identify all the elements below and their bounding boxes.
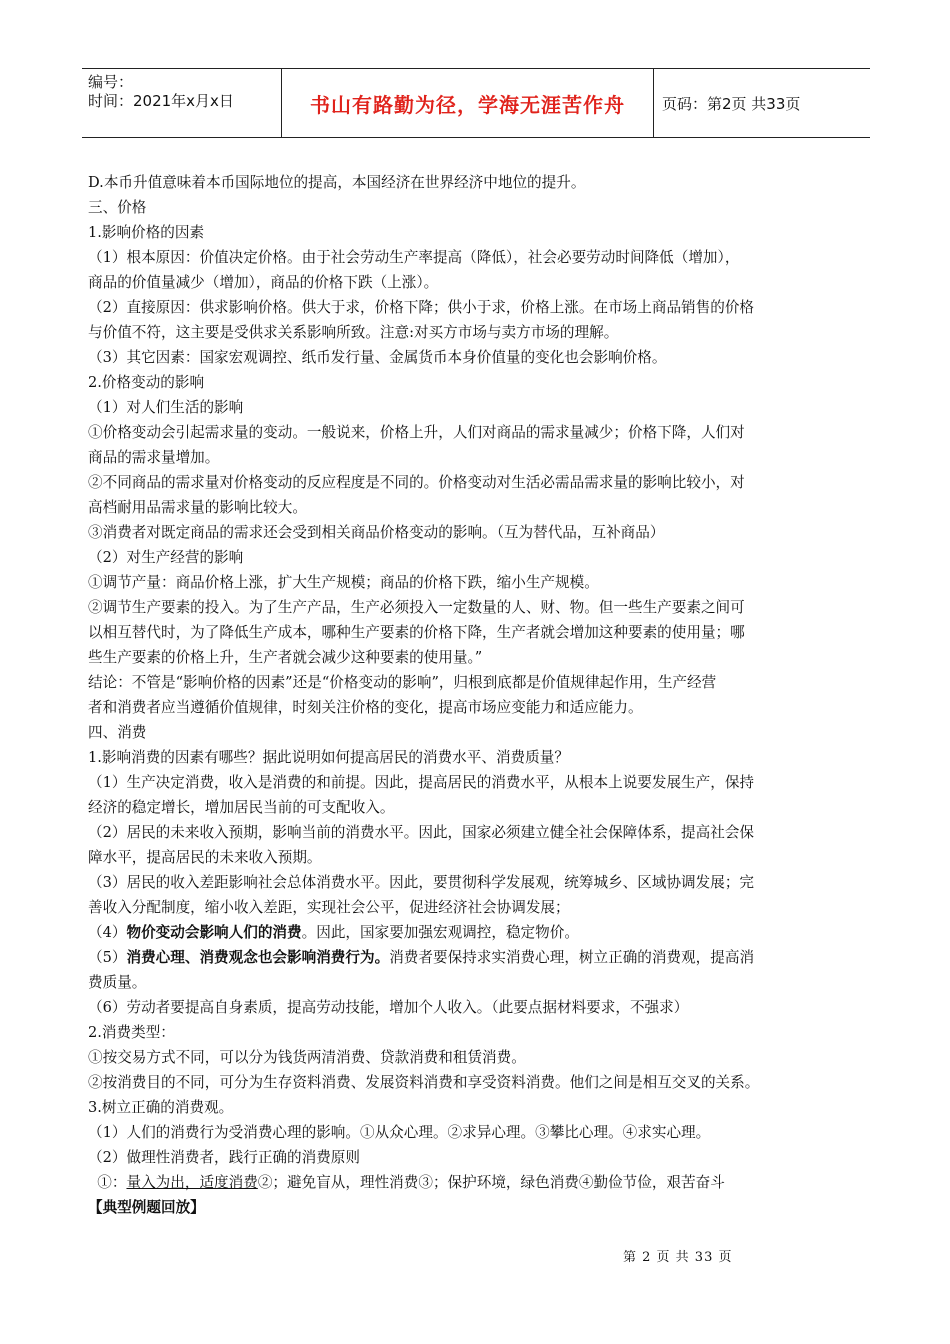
item-text: ②；避免盲从，理性消费③；保护环境，绿色消费④勤俭节俭，艰苦奋斗 xyxy=(257,1174,725,1191)
item-prefix: （4） xyxy=(88,924,127,941)
header-meta xyxy=(82,69,282,137)
item-prefix: （5） xyxy=(88,949,127,966)
page-header xyxy=(82,68,870,138)
item-text: 消费者要保持求实消费心理，树立正确的消费观，提高消 xyxy=(389,949,755,966)
text-line: ②不同商品的需求量对价格变动的反应程度是不同的。价格变动对生活必需品需求量的影响比较小，对 xyxy=(88,474,745,491)
text-line: 经济的稳定增长，增加居民当前的可支配收入。 xyxy=(88,799,395,816)
text-line: （3）其它因素：国家宏观调控、纸币发行量、金属货币本身价值量的变化也会影响价格。 xyxy=(88,349,667,366)
text-line xyxy=(88,1170,868,1195)
underlined-text: 量入为出，适度消费 xyxy=(126,1174,258,1191)
doc-date: 时间：2021年x月x日 xyxy=(88,92,234,110)
text-line: 商品的需求量增加。 xyxy=(88,449,220,466)
text-line: D.本币升值意味着本币国际地位的提高，本国经济在世界经济中地位的提升。 xyxy=(88,174,586,191)
item-text: 。因此，国家要加强宏观调控，稳定物价。 xyxy=(301,924,579,941)
bold-emphasis: 消费心理、消费观念也会影响消费行为。 xyxy=(126,949,390,966)
subheading: 1.影响价格的因素 xyxy=(88,224,205,241)
page-footer: 第 2 页 共 33 页 xyxy=(623,1250,733,1265)
text-line: ①价格变动会引起需求量的变动。一般说来，价格上升，人们对商品的需求量减少；价格下降，人们对 xyxy=(88,424,745,441)
subheading: 3.树立正确的消费观。 xyxy=(88,1099,234,1116)
doc-number-label: 编号： xyxy=(88,73,134,91)
text-line: （1）对人们生活的影响 xyxy=(88,399,244,416)
text-line: （2）对生产经营的影响 xyxy=(88,549,244,566)
subheading: 2.消费类型： xyxy=(88,1024,175,1041)
text-line: ②按消费目的不同，可分为生存资料消费、发展资料消费和享受资料消费。他们之间是相互交叉的关系。 xyxy=(88,1074,760,1091)
text-line: 与价值不符，这主要是受供求关系影响所致。注意:对买方市场与卖方市场的理解。 xyxy=(88,324,619,341)
text-line: 结论：不管是“影响价格的因素”还是“价格变动的影响”，归根到底都是价值规律起作用，生产经营 xyxy=(88,674,717,691)
text-line: 费质量。 xyxy=(88,974,147,991)
text-line xyxy=(88,945,868,970)
section-label: 【典型例题回放】 xyxy=(88,1199,205,1216)
subheading: 1.影响消费的因素有哪些？据此说明如何提高居民的消费水平、消费质量？ xyxy=(88,749,569,766)
text-line: （3）居民的收入差距影响社会总体消费水平。因此，要贯彻科学发展观，统筹城乡、区域协调发展；完 xyxy=(88,874,755,891)
text-line: ①调节产量：商品价格上涨，扩大生产规模；商品的价格下跌，缩小生产规模。 xyxy=(88,574,599,591)
header-motto: 书山有路勤为径，学海无涯苦作舟 xyxy=(282,69,654,137)
text-line: 些生产要素的价格上升，生产者就会减少这种要素的使用量。” xyxy=(88,649,483,666)
item-prefix: ①： xyxy=(88,1174,127,1191)
text-line: 善收入分配制度，缩小收入差距，实现社会公平，促进经济社会协调发展； xyxy=(88,899,570,916)
text-line: （1）生产决定消费，收入是消费的和前提。因此，提高居民的消费水平，从根本上说要发展生产，保持 xyxy=(88,774,755,791)
text-line: （2）居民的未来收入预期，影响当前的消费水平。因此，国家必须建立健全社会保障体系，提高社会保 xyxy=(88,824,755,841)
text-line: （2）做理性消费者，践行正确的消费原则 xyxy=(88,1149,360,1166)
document-body xyxy=(88,170,868,1220)
text-line: （1）根本原因：价值决定价格。由于社会劳动生产率提高（降低），社会必要劳动时间降低（增加）， xyxy=(88,249,740,266)
text-line: ②调节生产要素的投入。为了生产产品，生产必须投入一定数量的人、财、物。但一些生产要素之间可 xyxy=(88,599,745,616)
text-line: 者和消费者应当遵循价值规律，时刻关注价格的变化，提高市场应变能力和适应能力。 xyxy=(88,699,643,716)
text-line: ①按交易方式不同，可以分为钱货两清消费、贷款消费和租赁消费。 xyxy=(88,1049,526,1066)
text-line: 商品的价值量减少（增加），商品的价格下跌（上涨）。 xyxy=(88,274,439,291)
subheading: 2.价格变动的影响 xyxy=(88,374,205,391)
section-heading: 三、价格 xyxy=(88,199,147,216)
text-line: ③消费者对既定商品的需求还会受到相关商品价格变动的影响。（互为替代品，互补商品） xyxy=(88,524,665,541)
text-line: 障水平，提高居民的未来收入预期。 xyxy=(88,849,322,866)
text-line: 高档耐用品需求量的影响比较大。 xyxy=(88,499,307,516)
text-line xyxy=(88,920,868,945)
header-page-info: 页码：第2页 共33页 xyxy=(662,94,801,113)
text-line: 以相互替代时，为了降低生产成本，哪种生产要素的价格下降，生产者就会增加这种要素的使用量；哪 xyxy=(88,624,745,641)
section-heading: 四、消费 xyxy=(88,724,147,741)
bold-emphasis: 物价变动会影响人们的消费 xyxy=(126,924,302,941)
text-line: （6）劳动者要提高自身素质，提高劳动技能，增加个人收入。（此要点据材料要求，不强求） xyxy=(88,999,689,1016)
text-line: （1）人们的消费行为受消费心理的影响。①从众心理。②求异心理。③攀比心理。④求实心理。 xyxy=(88,1124,711,1141)
text-line: （2）直接原因：供求影响价格。供大于求，价格下降；供小于求，价格上涨。在市场上商品销售的价格 xyxy=(88,299,755,316)
